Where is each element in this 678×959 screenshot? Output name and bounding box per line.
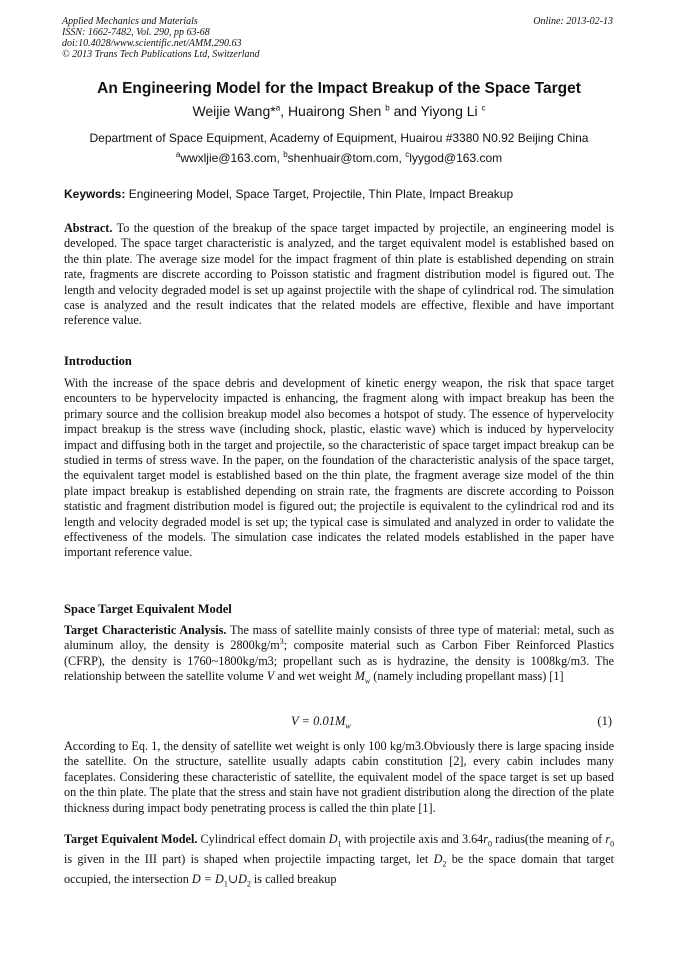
intersection-eq: D = D: [191, 871, 224, 886]
email-line: [0, 151, 678, 165]
keywords-text: Engineering Model, Space Target, Projectile, Thin Plate, Impact Breakup: [128, 187, 514, 201]
email-c: lyygod@163.com: [409, 151, 503, 165]
author-3: Yiyong Li: [420, 103, 478, 119]
tca-text-1: The mass of satellite mainly consists of three type of material: metal, such as aluminum alloy, the density is 2800kg/m: [64, 623, 615, 653]
after-equation-paragraph: According to Eq. 1, the density of satellite wet weight is only 100 kg/m3.Obviously there is large spacing inside the satellite. On the structure, satellite usually adapts cabin constitution [2], every cabin includes many faceplates. Considering these characteristic of satellite, the equivalent model of the space target is set up based on the thin plate. The plate that the stress and stain have not gradient distribution along the direction of the plate thickness during impact body penetrating process is called the thin plate [1].: [64, 739, 614, 815]
keywords-label: Keywords:: [64, 187, 126, 201]
tca-text-2: ; composite material such as Carbon Fiber Reinforced Plastics (CFRP), the density is 1760~1800kg/m3; propellant such as is hydrazine, the density is 1008kg/m3. The relationship between the satellite volume: [64, 638, 614, 684]
tem-text-1: Cylindrical effect domain: [200, 832, 326, 846]
author-1-sup: a: [275, 103, 281, 113]
author-3-sup: c: [481, 103, 486, 113]
issn-line: ISSN: 1662-7482, Vol. 290, pp 63-68: [62, 27, 210, 38]
var-r0-2-sub: 0: [610, 839, 615, 849]
author-2: Huairong Shen: [287, 103, 382, 119]
var-r0-2: r: [605, 832, 611, 846]
tem-text-4: is given in the III part) is shaped when projectile impacting target, let: [64, 851, 429, 866]
intersection-D2: D: [238, 871, 247, 886]
union-symbol: ∪: [227, 871, 239, 886]
target-equivalent-paragraph: [64, 832, 614, 892]
paper-title: An Engineering Model for the Impact Breakup of the Space Target: [97, 80, 581, 97]
tem-text-5: be the space domain that target occupied, the intersection: [64, 851, 615, 886]
intersection-sub-1: 1: [223, 879, 228, 889]
email-c-sup: c: [405, 150, 410, 159]
equation-formula: $V = 0.01M_w$: [291, 714, 351, 731]
journal-name: Applied Mechanics and Materials: [62, 16, 198, 27]
var-r0-sub: 0: [488, 839, 493, 849]
target-characteristic-paragraph: [64, 623, 614, 689]
intro-heading: Introduction: [64, 354, 132, 368]
author-1: Weijie Wang*: [192, 103, 276, 119]
email-a-sup: a: [175, 150, 181, 159]
abstract-text: To the question of the breakup of the space target impacted by projectile, an engineering model is developed. The space target characteristic is analyzed, and the target equivalent model is established based on the thin plate. The average size model for the impact fragment of thin plate is established depending on strain rate, fragments are discrete according to Poisson statistic and fragment distribution model is figured out. The length and velocity degraded model is set up against projectile with the shape of cylindrical rod. The simulation case is analyzed and the result indicates that the related models are effective, flexible and have important reference value.: [64, 221, 615, 328]
tem-text-2: with projectile axis and 3.64: [344, 832, 484, 846]
online-date: Online: 2013-02-13: [533, 16, 613, 27]
tem-text-3: radius(the meaning of: [495, 832, 603, 846]
and-word: and: [393, 103, 417, 119]
email-b-sup: b: [283, 150, 288, 159]
var-r0: r: [483, 832, 489, 846]
tca-text-3: and wet weight: [277, 669, 352, 684]
var-V: V: [266, 669, 275, 684]
affiliation: Department of Space Equipment, Academy of Equipment, Huairou #3380 N0.92 Beijing China: [89, 131, 589, 145]
var-D1-sub: 1: [337, 839, 342, 849]
journal-header: [62, 16, 260, 60]
section-heading: Space Target Equivalent Model: [64, 602, 232, 616]
author-line: Weijie Wang*$^a$, Huairong Shen $^b$ and Yiyong Li $^c$: [192, 103, 486, 119]
tca-label: Target Characteristic Analysis.: [64, 623, 227, 637]
var-M: M: [354, 669, 365, 684]
intro-text: With the increase of the space debris and development of kinetic energy weapon, the risk that space target encounters to be hypervelocity impacted is enhancing, the fragment along with impact breakup has been the primary source and the collision breakup model also becomes a hotspot of study. The essence of hypervelocity impact breakup is the stress wave (including shock, plastic, elastic wave) which is induced by hypervelocity impact and diffusing both in the target and projectile, so the characteristic of space target impact breakup can be studied in terms of stress wave. In the paper, on the foundation of the characteristic analysis of the space target, the equivalent target model is established based on the thin plate, the fragment average size model of the thin plate impact breakup is established depending on strain rate, the fragments are discrete according to Poisson statistic and fragment distribution model is figured out; the projectile is equivalent to the cylindrical rod and its length and velocity degraded model is set up; the typical case is simulated and analyzed in order to validate the effectiveness of the models. The simulation case indicates the related models established in the paper have important reference value.: [64, 376, 614, 560]
email-a: wwxljie@163.com,: [180, 151, 280, 165]
doi-line: doi:10.4028/www.scientific.net/AMM.290.63: [62, 38, 242, 49]
var-D2-sub: 2: [442, 859, 447, 869]
equation-number: (1): [597, 714, 612, 728]
email-b: shenhuair@tom.com,: [287, 151, 402, 165]
abstract-label: Abstract.: [64, 221, 113, 235]
tca-sup: 3: [279, 637, 284, 647]
var-D2: D: [433, 851, 443, 866]
copyright-line: © 2013 Trans Tech Publications Ltd, Switzerland: [62, 49, 260, 60]
var-D1: D: [328, 832, 338, 846]
author-2-sup: b: [385, 103, 390, 113]
var-M-sub: w: [364, 676, 371, 686]
abstract: [64, 221, 614, 329]
tem-text-6: is called breakup: [253, 871, 337, 886]
tca-text-4: (namely including propellant mass) [1]: [373, 669, 564, 684]
keywords: [64, 187, 513, 201]
tem-label: Target Equivalent Model.: [64, 832, 198, 846]
intersection-sub-2: 2: [246, 879, 251, 889]
